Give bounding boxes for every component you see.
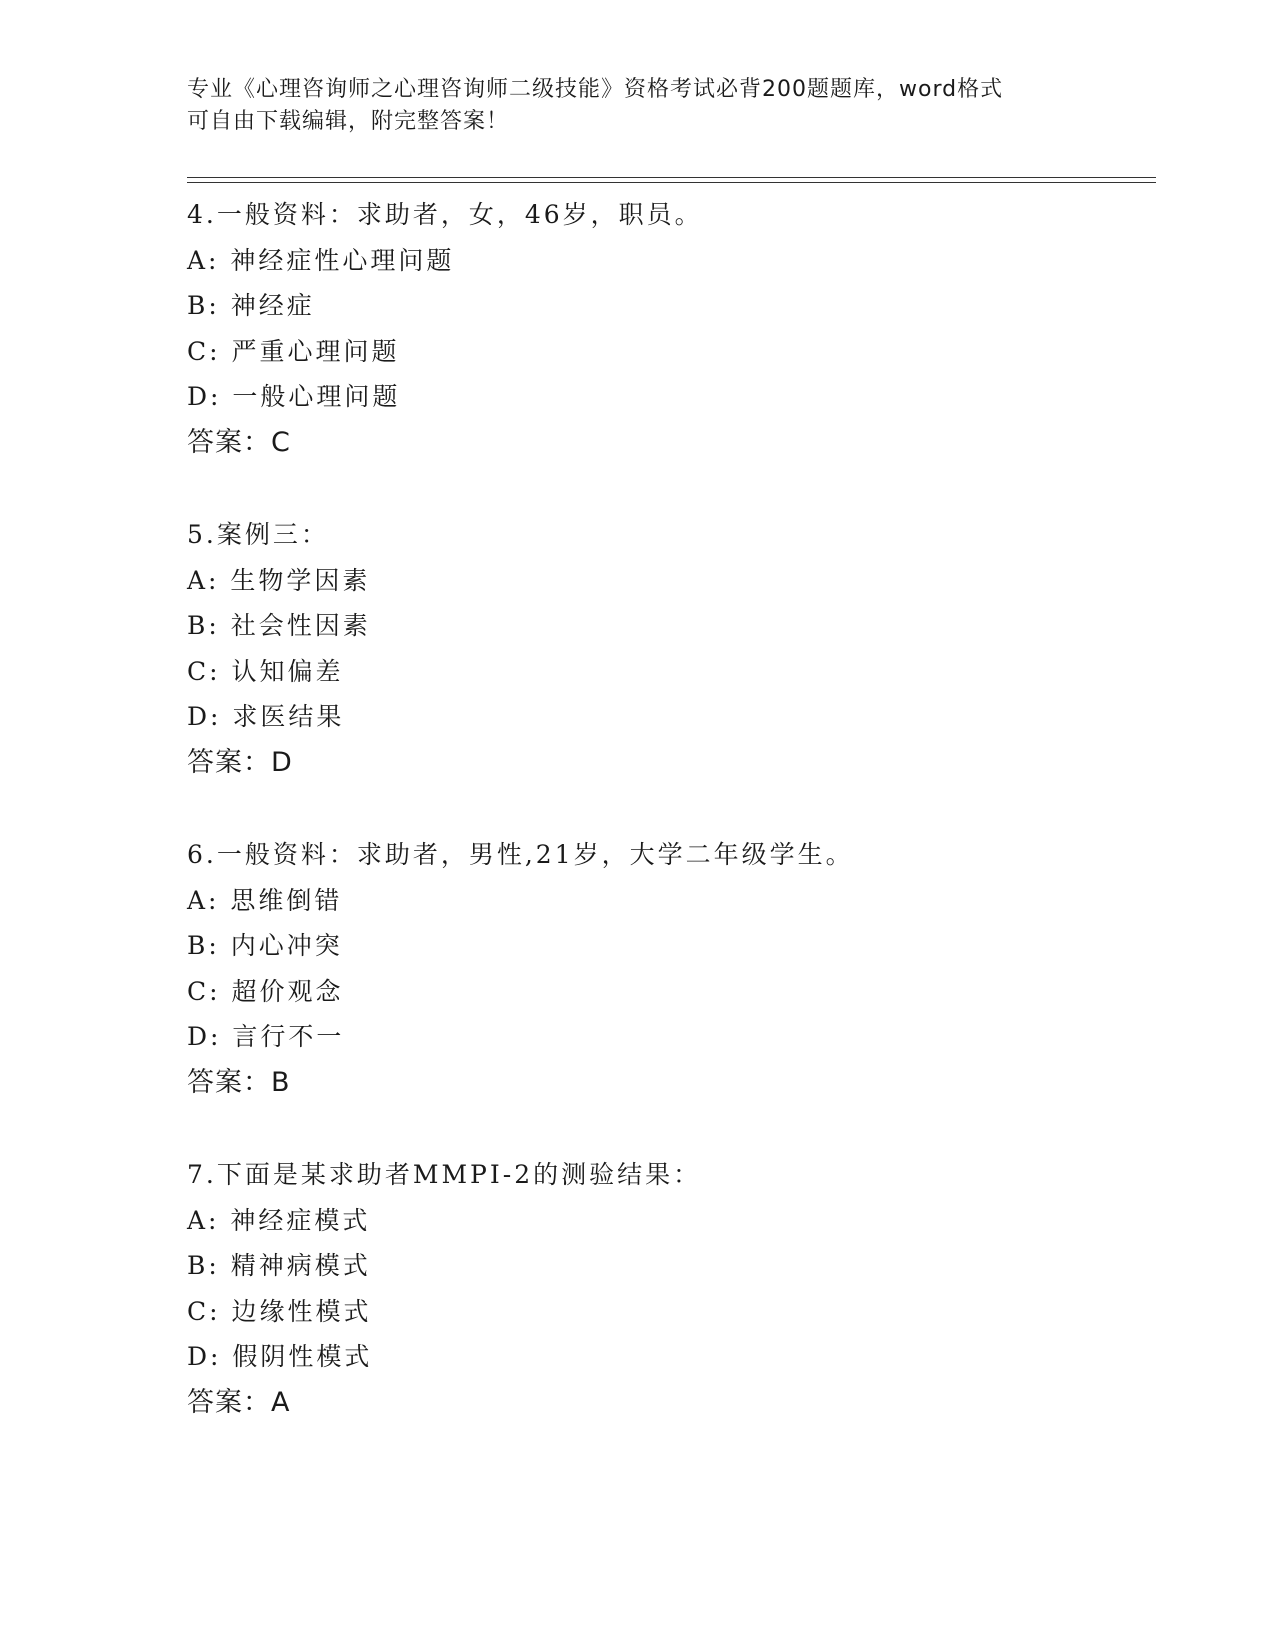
question-4 xyxy=(187,192,1147,512)
option-d: D: 求医结果 xyxy=(187,702,345,731)
option-b: B: 社会性因素 xyxy=(187,611,371,640)
option-d: D: 言行不一 xyxy=(187,1022,345,1051)
answer-label: 答案：D xyxy=(187,746,293,778)
option-a: A: 生物学因素 xyxy=(187,565,371,595)
option-a: A: 神经症模式 xyxy=(187,1205,371,1235)
header-divider-top xyxy=(187,177,1156,178)
option-d: D: 一般心理问题 xyxy=(187,382,401,411)
option-d: D: 假阴性模式 xyxy=(187,1342,373,1371)
header-divider-bottom xyxy=(187,182,1156,183)
question-6 xyxy=(187,832,1147,1152)
option-c: C: 认知偏差 xyxy=(187,656,344,686)
option-a: A: 神经症性心理问题 xyxy=(187,245,455,275)
question-stem: 7.下面是某求助者MMPI-2的测验结果： xyxy=(187,1160,702,1189)
option-b: B: 内心冲突 xyxy=(187,931,343,960)
question-stem: 4.一般资料：求助者，女，46岁，职员。 xyxy=(187,200,703,229)
header-line-1: 专业《心理咨询师之心理咨询师二级技能》资格考试必背200题题库，word格式 xyxy=(187,77,1004,102)
document-header xyxy=(187,74,1087,138)
question-list xyxy=(187,192,1147,1472)
header-line-2: 可自由下载编辑，附完整答案！ xyxy=(187,109,510,134)
option-b: B: 神经症 xyxy=(187,291,315,320)
option-c: C: 超价观念 xyxy=(187,976,344,1006)
question-stem: 5.案例三： xyxy=(187,520,329,549)
option-c: C: 严重心理问题 xyxy=(187,336,400,366)
answer-label: 答案：B xyxy=(187,1066,291,1098)
option-b: B: 精神病模式 xyxy=(187,1251,371,1280)
option-a: A: 思维倒错 xyxy=(187,885,343,915)
answer-label: 答案：A xyxy=(187,1386,291,1418)
question-7 xyxy=(187,1152,1147,1472)
question-stem: 6.一般资料：求助者，男性,21岁，大学二年级学生。 xyxy=(187,840,854,869)
answer-label: 答案：C xyxy=(187,426,291,458)
option-c: C: 边缘性模式 xyxy=(187,1296,372,1326)
question-5 xyxy=(187,512,1147,832)
